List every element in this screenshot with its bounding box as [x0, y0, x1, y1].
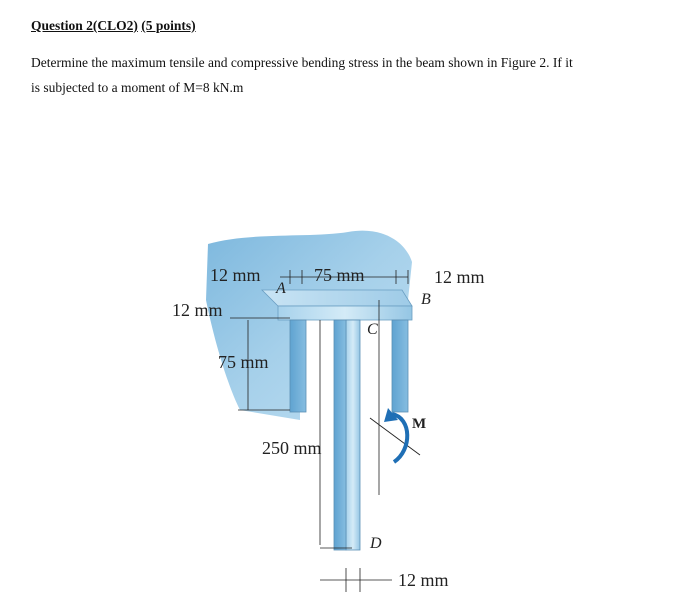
- question-line-1: Determine the maximum tensile and compressive bending stress in the beam shown in Figure 2. If it: [31, 55, 573, 70]
- label-dim-height: 250 mm: [262, 438, 322, 458]
- question-points: (5 points): [141, 18, 196, 33]
- label-point-d: D: [370, 535, 382, 552]
- label-point-a: A: [276, 280, 286, 297]
- question-line-2: is subjected to a moment of M=8 kN.m: [31, 80, 244, 95]
- label-dim-left-side: 12 mm: [172, 300, 223, 320]
- web-front: [346, 320, 360, 550]
- web-side: [334, 320, 346, 550]
- beam-background-body: [206, 231, 412, 420]
- label-dim-web-thickness: 12 mm: [398, 570, 449, 590]
- left-leg: [290, 320, 306, 412]
- flange-front-face: [278, 306, 412, 320]
- label-dim-top-left: 12 mm: [210, 265, 261, 285]
- label-moment: M: [412, 416, 427, 432]
- moment-arrow: [392, 414, 407, 462]
- label-dim-flange-width: 75 mm: [314, 265, 365, 285]
- label-dim-flange-depth: 75 mm: [218, 352, 269, 372]
- question-number: Question 2(CLO2): [31, 18, 138, 33]
- label-dim-top-right: 12 mm: [434, 267, 485, 287]
- right-leg: [392, 320, 408, 412]
- label-point-c: C: [367, 321, 378, 338]
- label-point-b: B: [421, 291, 431, 308]
